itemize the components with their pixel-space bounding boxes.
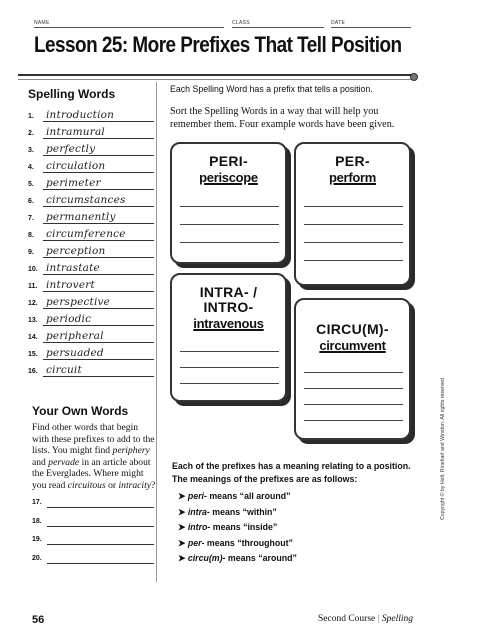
date-line[interactable]	[331, 27, 411, 28]
meaning-item	[178, 538, 293, 549]
spelling-word: perimeter	[46, 176, 101, 189]
circum-answer-line[interactable]	[304, 420, 403, 421]
word-number: 7.	[28, 214, 34, 222]
instruction-line-1: Each Spelling Word has a prefix that tells a position.	[170, 84, 373, 94]
spelling-word-row	[28, 360, 154, 377]
circum-prefix: CIRCU(M)-	[316, 321, 389, 337]
footer-course: Second Course | Spelling	[318, 614, 414, 624]
own-word-row[interactable]	[32, 490, 154, 508]
spelling-word-row	[28, 258, 154, 275]
meaning-item	[178, 522, 277, 533]
spelling-word: introvert	[46, 278, 95, 291]
own-word-number: 18.	[32, 517, 42, 525]
intra-answer-line[interactable]	[180, 351, 279, 352]
per-answer-line[interactable]	[304, 260, 403, 261]
own-word-number: 20.	[32, 554, 42, 562]
intra-answer-line[interactable]	[180, 383, 279, 384]
name-label: NAME	[34, 20, 50, 26]
spelling-words-heading: Spelling Words	[28, 87, 116, 101]
own-words-heading: Your Own Words	[32, 404, 129, 418]
meaning-text: means “around”	[225, 553, 297, 563]
word-number: 6.	[28, 197, 34, 205]
intra-prefix-1: INTRA- /	[199, 284, 258, 300]
spelling-word: peripheral	[46, 329, 104, 342]
word-number: 13.	[28, 316, 38, 324]
spelling-word-row	[28, 309, 154, 326]
meaning-text: means “all around”	[206, 491, 291, 501]
spelling-word: introduction	[46, 108, 115, 121]
spelling-word-row	[28, 105, 154, 122]
own-words-paragraph: Find other words that begin with these prefixes to add to the lists. You might find periphery and pervade in an article about the Everglades. Where might you read circuitous or intracity?	[32, 422, 156, 491]
per-prefix: PER-	[335, 153, 370, 169]
spelling-word-row	[28, 139, 154, 156]
class-label: CLASS	[232, 20, 250, 26]
circum-box	[294, 298, 411, 440]
own-word-number: 19.	[32, 536, 42, 543]
peri-prefix: PERI-	[209, 153, 248, 169]
word-number: 9.	[28, 248, 34, 256]
title-rule	[18, 74, 412, 76]
meanings-heading: Each of the prefixes has a meaning relating to a position. The meanings of the prefixes are as follows:	[172, 461, 411, 484]
peri-box	[170, 142, 287, 264]
spelling-word-row	[28, 343, 154, 360]
per-example: perform	[328, 170, 377, 185]
spelling-word-row	[28, 326, 154, 343]
word-underline	[43, 376, 154, 377]
meaning-prefix: intro-	[187, 522, 211, 532]
spelling-word: circumference	[46, 227, 126, 240]
circum-example: circumvent	[319, 338, 386, 353]
own-word-number: 17.	[32, 499, 42, 506]
spelling-word: permanently	[46, 210, 116, 223]
spelling-word: intrastate	[46, 261, 100, 274]
peri-answer-line[interactable]	[180, 242, 279, 243]
class-line[interactable]	[232, 27, 324, 28]
per-box	[294, 142, 411, 286]
page-title: Lesson 25: More Prefixes That Tell Position	[34, 32, 402, 57]
meaning-text: means “throughout”	[204, 537, 293, 548]
arrow-icon: ➤	[178, 522, 186, 532]
word-number: 15.	[28, 350, 38, 358]
column-divider	[156, 82, 157, 582]
circum-answer-line[interactable]	[304, 372, 403, 373]
spelling-word-row	[28, 207, 154, 224]
spelling-word-row	[28, 275, 154, 292]
spelling-word-row	[28, 156, 154, 173]
spelling-word: perspective	[46, 295, 111, 308]
word-number: 11.	[28, 282, 38, 290]
name-line[interactable]	[34, 27, 224, 28]
rule-end-dot	[410, 73, 418, 81]
intra-answer-line[interactable]	[180, 367, 279, 368]
spelling-word-row	[28, 292, 154, 309]
per-answer-line[interactable]	[304, 224, 403, 225]
spelling-word-row	[28, 173, 154, 190]
word-number: 10.	[28, 265, 38, 273]
meaning-prefix: circu(m)-	[187, 553, 226, 563]
word-number: 2.	[28, 129, 34, 137]
spelling-word: intramural	[46, 125, 105, 138]
word-number: 12.	[28, 299, 38, 307]
title-rule-thin	[18, 79, 412, 80]
arrow-icon: ➤	[178, 537, 186, 548]
peri-answer-line[interactable]	[180, 224, 279, 225]
meaning-text: means “inside”	[210, 522, 278, 532]
meaning-text: means “within”	[209, 506, 277, 517]
intra-box	[170, 273, 287, 402]
intra-prefix-2: INTRO-	[203, 299, 254, 315]
instruction-line-2: Sort the Spelling Words in a way that will help you remember them. Four example words have been given.	[170, 106, 395, 130]
own-word-row[interactable]	[32, 527, 154, 545]
spelling-word-row	[28, 122, 154, 139]
meaning-item	[178, 491, 291, 502]
date-label: DATE	[331, 20, 346, 26]
per-answer-line[interactable]	[304, 206, 403, 207]
arrow-icon: ➤	[178, 553, 186, 563]
spelling-word: perception	[46, 244, 106, 257]
meaning-prefix: intra-	[187, 506, 210, 517]
spelling-word-row	[28, 224, 154, 241]
spelling-word: circumstances	[46, 193, 126, 206]
meaning-prefix: peri-	[187, 491, 207, 501]
spelling-word: persuaded	[46, 346, 104, 359]
word-number: 16.	[28, 367, 38, 375]
meaning-item	[178, 507, 277, 518]
own-word-line[interactable]	[47, 563, 154, 564]
per-answer-line[interactable]	[304, 242, 403, 243]
arrow-icon: ➤	[178, 506, 186, 517]
spelling-word-row	[28, 241, 154, 258]
spelling-word: periodic	[46, 312, 92, 325]
copyright-notice: Copyright © by Holt, Rinehart and Winston. All rights reserved.	[440, 376, 446, 520]
meaning-item	[178, 553, 297, 564]
spelling-word: circulation	[46, 159, 106, 172]
word-number: 1.	[28, 112, 34, 120]
word-number: 3.	[28, 146, 34, 154]
spelling-word: circuit	[46, 363, 82, 376]
own-word-row[interactable]	[32, 509, 154, 527]
word-number: 5.	[28, 180, 34, 188]
word-number: 4.	[28, 163, 34, 171]
peri-answer-line[interactable]	[180, 206, 279, 207]
meaning-prefix: per-	[187, 537, 205, 548]
word-number: 14.	[28, 333, 38, 341]
intra-example: intravenous	[193, 316, 264, 331]
circum-answer-line[interactable]	[304, 404, 403, 405]
word-number: 8.	[28, 231, 34, 239]
page-number: 56	[32, 614, 45, 626]
own-word-row[interactable]	[32, 546, 154, 564]
spelling-word-row	[28, 190, 154, 207]
arrow-icon: ➤	[178, 491, 186, 501]
circum-answer-line[interactable]	[304, 388, 403, 389]
spelling-word: perfectly	[46, 142, 96, 155]
peri-example: periscope	[199, 170, 258, 185]
